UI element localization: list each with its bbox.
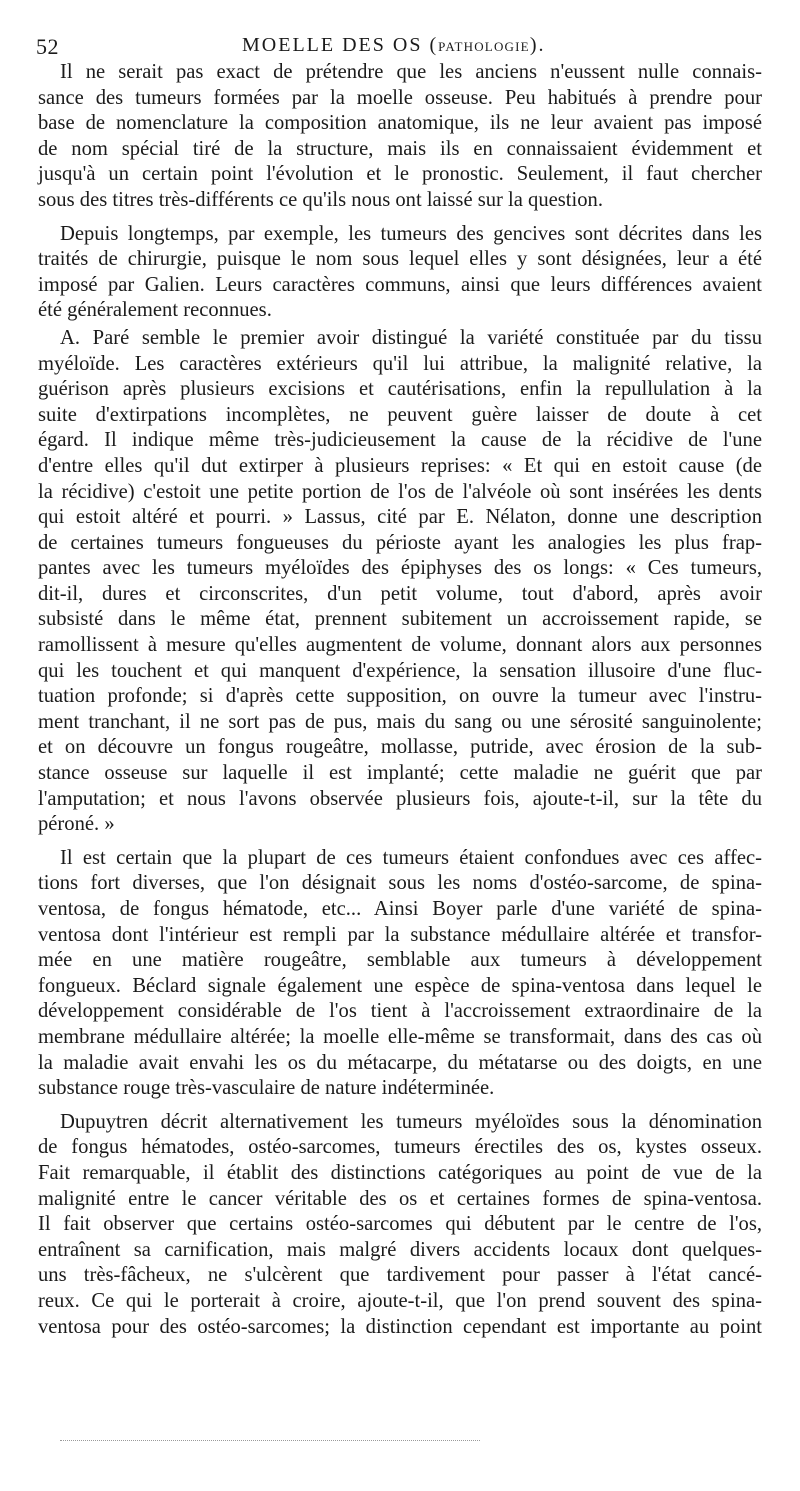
text-line: ventosa, de fongus hématode, etc... Ainsi Boyer parle d'une variété de spina- bbox=[38, 898, 762, 920]
text-line: Il est certain que la plupart de ces tumeurs étaient confondues avec ces affec- bbox=[60, 846, 762, 869]
text-line: myéloïde. Les caractères extérieurs qu'il lui attribue, la malignité relative, la bbox=[38, 352, 762, 375]
text-line: base de nomenclature la composition anatomique, ils ne leur avaient pas imposé bbox=[38, 112, 762, 135]
text-line: pantes avec les tumeurs myéloïdes des épiphyses des os longs: « Ces tumeurs, bbox=[38, 557, 762, 580]
text-line: fongueux. Béclard signale également une espèce de spina-ventosa dans lequel le bbox=[38, 974, 762, 997]
text-line: péroné. » bbox=[38, 813, 115, 836]
text-line: suite d'extirpations incomplètes, ne peuvent guère laisser de doute à cet bbox=[38, 403, 762, 426]
running-title bbox=[242, 34, 545, 57]
text-line: la récidive) c'estoit une petite portion de l'os de l'alvéole où sont insérées les dents bbox=[38, 480, 762, 503]
paragraph-1 bbox=[38, 60, 762, 214]
text-line: imposé par Galien. Leurs caractères communs, ainsi que leurs différences avaient bbox=[38, 273, 762, 296]
text-line: ramollissent à mesure qu'elles augmentent de volume, donnant alors aux personnes bbox=[38, 634, 762, 657]
text-line: qui estoit altéré et pourri. » Lassus, cité par E. Nélaton, donne une description bbox=[38, 506, 762, 529]
running-title-section: PATHOLOGIE bbox=[438, 39, 530, 54]
text-line: été généralement reconnues. bbox=[38, 299, 272, 322]
text-line: uns très-fâcheux, ne s'ulcèrent que tardivement pour passer à l'état cancé- bbox=[38, 1264, 762, 1287]
paragraph-2 bbox=[38, 222, 762, 324]
text-line: l'amputation; et nous l'avons observée plusieurs fois, ajoute-t-il, sur la tête du bbox=[38, 787, 762, 810]
scan-artifact-divider bbox=[60, 1440, 480, 1447]
text-line: Fait remarquable, il établit des distinctions catégoriques au point de vue de la bbox=[38, 1161, 762, 1184]
text-line: membrane médullaire altérée; la moelle elle-même se transformait, dans des cas où bbox=[38, 1025, 762, 1048]
text-line: de fongus hématodes, ostéo-sarcomes, tumeurs érectiles des os, kystes osseux. bbox=[38, 1136, 762, 1159]
text-line: développement considérable de l'os tient à l'accroissement extraordinaire de la bbox=[38, 1000, 762, 1023]
text-line: reux. Ce qui le porterait à croire, ajoute-t-il, que l'on prend souvent des spina- bbox=[38, 1289, 762, 1312]
text-line: la maladie avait envahi les os du métacarpe, du métatarse ou des doigts, en une bbox=[38, 1051, 762, 1074]
running-title-end: ). bbox=[529, 34, 546, 56]
text-line: de certaines tumeurs fongueuses du périoste ayant les analogies les plus frap- bbox=[38, 531, 762, 554]
text-line: qui les touchent et qui manquent d'expérience, la sensation illusoire d'une fluc- bbox=[38, 659, 762, 682]
text-line: Il fait observer que certains ostéo-sarcomes qui débutent par le centre de l'os, bbox=[38, 1213, 762, 1236]
paragraph-4 bbox=[38, 846, 762, 1102]
text-line: stance osseuse sur laquelle il est implanté; cette maladie ne guérit que par bbox=[38, 762, 762, 785]
text-line: de nom spécial tiré de la structure, mais ils en connaissaient évidemment et bbox=[38, 137, 762, 160]
text-line: A. Paré semble le premier avoir distingué la variété constituée par du tissu bbox=[60, 326, 762, 349]
text-line: entraînent sa carnification, mais malgré divers accidents locaux dont quelques- bbox=[38, 1238, 762, 1261]
text-line: guérison après plusieurs excisions et cautérisations, enfin la repullulation à la bbox=[38, 378, 762, 401]
text-line: sous des titres très-différents ce qu'ils nous ont laissé sur la question. bbox=[38, 188, 603, 211]
paragraph-3 bbox=[38, 326, 762, 838]
running-title-main: MOELLE DES OS ( bbox=[242, 34, 439, 56]
text-line: subsisté dans le même état, prennent subitement un accroissement rapide, se bbox=[38, 608, 762, 631]
text-line: substance rouge très-vasculaire de nature indéterminée. bbox=[38, 1077, 495, 1100]
body-text bbox=[38, 60, 762, 1340]
text-line: mée en une matière rougeâtre, semblable aux tumeurs à développement bbox=[38, 949, 762, 972]
text-line: ventosa pour des ostéo-sarcomes; la distinction cependant est importante au point bbox=[38, 1315, 762, 1338]
text-line: malignité entre le cancer véritable des os et certaines formes de spina-ventosa. bbox=[38, 1187, 762, 1210]
text-line: tions fort diverses, que l'on désignait sous les noms d'ostéo-sarcome, de spina- bbox=[38, 872, 762, 895]
text-line: jusqu'à un certain point l'évolution et le pronostic. Seulement, il faut chercher bbox=[38, 163, 762, 186]
running-header bbox=[36, 28, 766, 58]
text-line: Depuis longtemps, par exemple, les tumeurs des gencives sont décrites dans les bbox=[60, 222, 762, 245]
text-line: ment tranchant, il ne sort pas de pus, mais du sang ou une sérosité sanguinolente; bbox=[38, 710, 762, 733]
text-line: sance des tumeurs formées par la moelle osseuse. Peu habitués à prendre pour bbox=[38, 86, 762, 109]
text-line: dit-il, dures et circonscrites, d'un petit volume, tout d'abord, après avoir bbox=[38, 582, 762, 605]
page-number: 52 bbox=[36, 34, 59, 59]
text-line: et on découvre un fongus rougeâtre, mollasse, putride, avec érosion de la sub- bbox=[38, 736, 762, 759]
text-line: tuation profonde; si d'après cette supposition, on ouvre la tumeur avec l'instru- bbox=[38, 685, 762, 708]
text-line: traités de chirurgie, puisque le nom sous lequel elles y sont désignées, leur a été bbox=[38, 248, 762, 271]
text-line: Il ne serait pas exact de prétendre que les anciens n'eussent nulle connais- bbox=[60, 61, 762, 83]
text-line: ventosa dont l'intérieur est rempli par la substance médullaire altérée et transfor- bbox=[38, 923, 762, 946]
text-line: égard. Il indique même très-judicieusement la cause de la récidive de l'une bbox=[38, 429, 762, 452]
text-line: Dupuytren décrit alternativement les tumeurs myéloïdes sous la dénomination bbox=[60, 1110, 762, 1133]
text-line: d'entre elles qu'il dut extirper à plusieurs reprises: « Et qui en estoit cause (de bbox=[38, 454, 762, 477]
paragraph-5 bbox=[38, 1110, 762, 1340]
